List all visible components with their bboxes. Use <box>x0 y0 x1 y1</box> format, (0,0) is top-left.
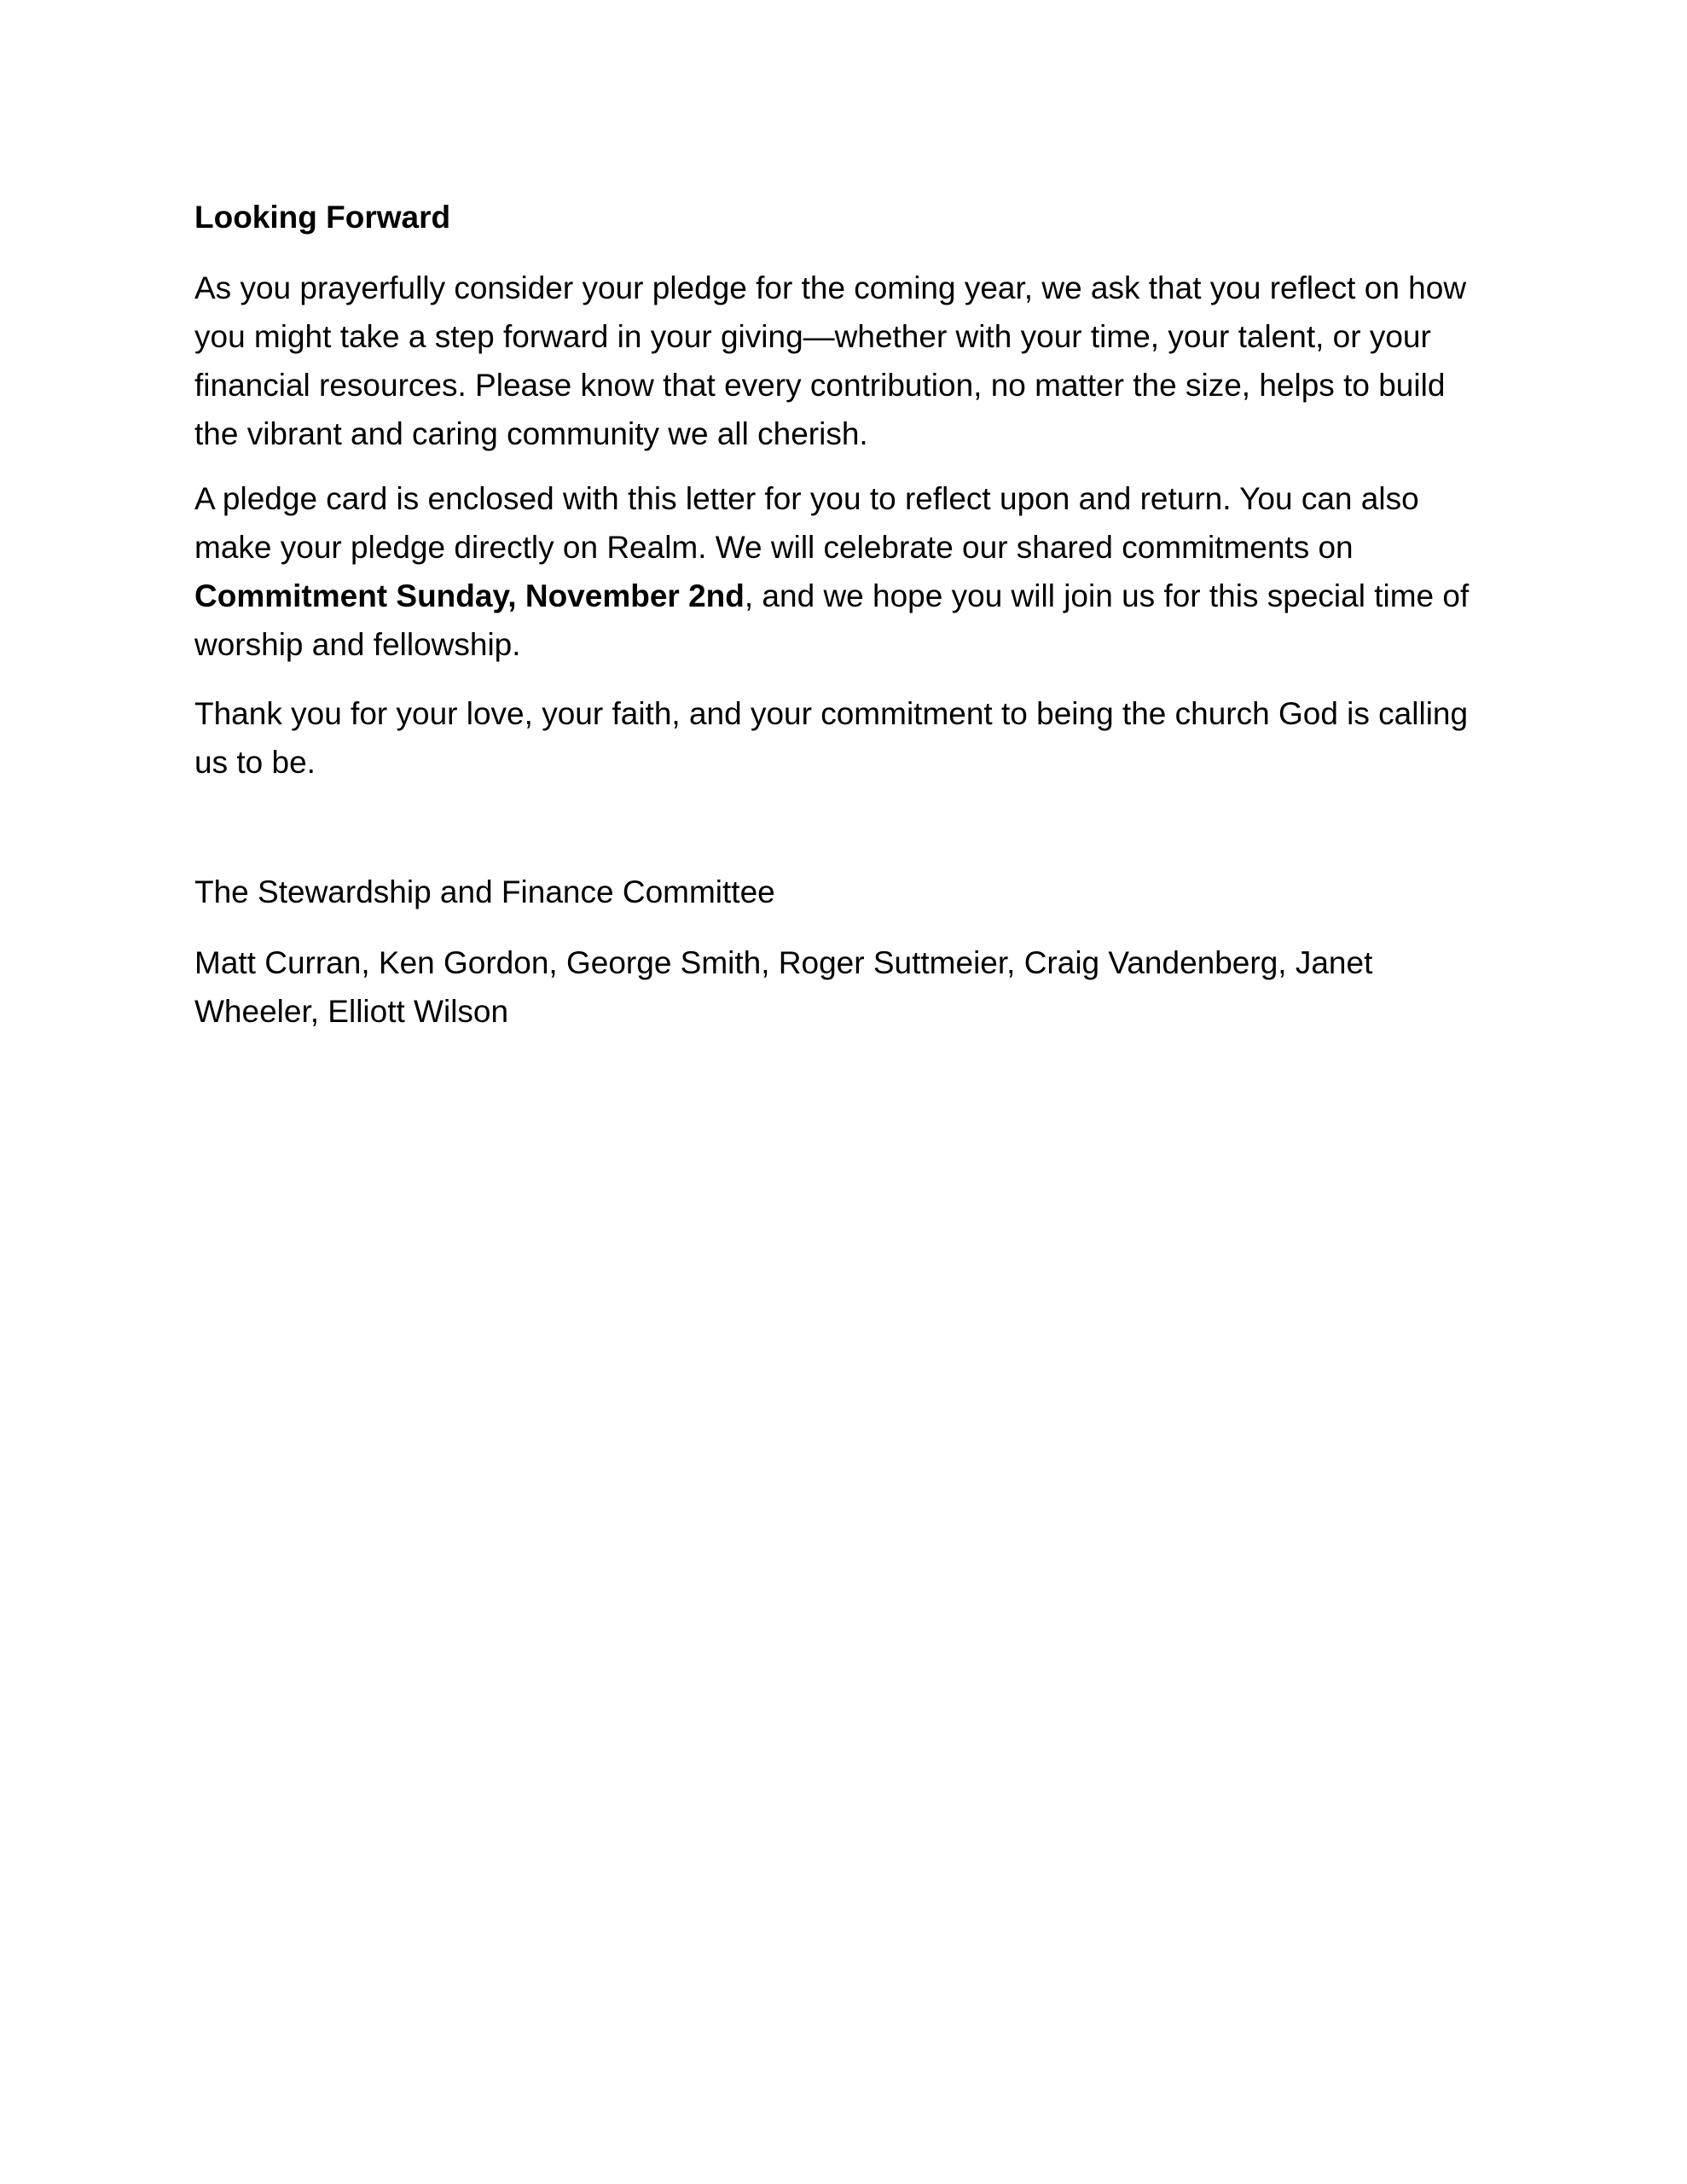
pledge-card-text-before: A pledge card is enclosed with this letter for you to reflect upon and return. You can also make your pledge directly on Realm. We will celebrate our shared commitments on <box>194 481 1419 565</box>
paragraph-pledge-consideration: As you prayerfully consider your pledge for the coming year, we ask that you reflect on how you might take a step forward in your giving—whether with your time, your talent, or your financial resources. Please know that every contribution, no matter the size, helps to build the vibrant and caring community we all cherish. <box>194 270 1467 451</box>
paragraph-thank-you: Thank you for your love, your faith, and your commitment to being the church God is calling us to be. <box>194 696 1469 780</box>
signature-committee-name: The Stewardship and Finance Committee <box>194 874 775 909</box>
commitment-sunday-emphasis: Commitment Sunday, November 2nd <box>194 578 745 613</box>
signature-committee-members: Matt Curran, Ken Gordon, George Smith, Roger Suttmeier, Craig Vandenberg, Janet Wheeler, Elliott Wilson <box>194 945 1373 1029</box>
pledge-card-text-after: , and we hope you will join us for this special time of worship and fellowship. <box>194 578 1470 662</box>
paragraph-pledge-card <box>194 474 1481 669</box>
section-heading-looking-forward: Looking Forward <box>194 200 451 235</box>
